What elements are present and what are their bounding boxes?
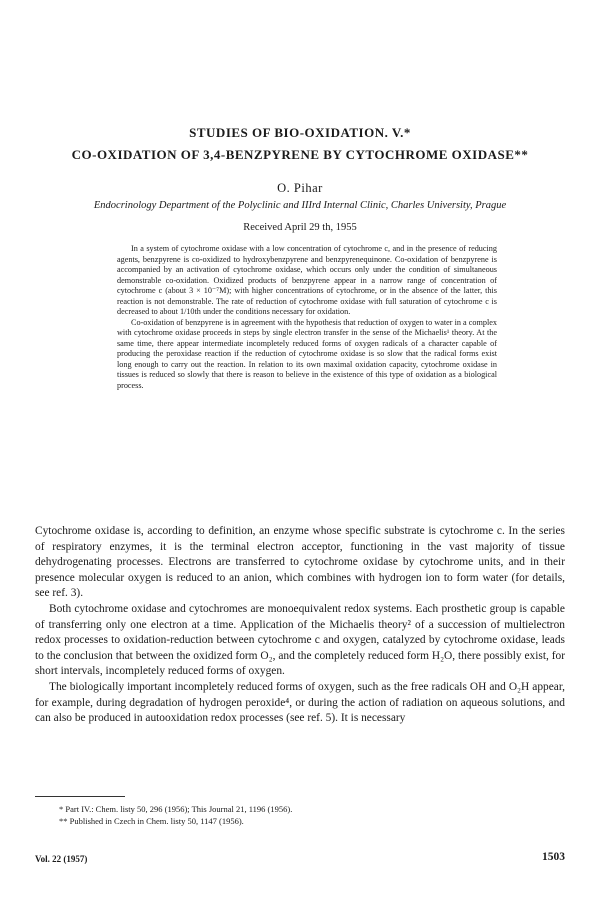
page-number: 1503: [542, 851, 565, 863]
abstract-paragraph-2: Co-oxidation of benzpyrene is in agreement with the hypothesis that reduction of oxygen to water in a complex with cytochrome oxidase proceeds in steps by single electron transfer in the sense of the Michaelis¹ theory. At the same time, there appear intermediate incompletely reduced forms of oxygen radicals of a character capable of producing the peroxidase reaction if the reduction of cytochrome oxidase is so slow that the radical forms exist long enough to carry out the reaction. In relation to its own maximal oxidation capacity, cytochrome oxidase in tissues is reduced so slowly that there is reason to believe in the existence of this type of oxidation as a biological process.: [117, 317, 497, 390]
author-name: O. Pihar: [277, 181, 323, 195]
paper-title-line2: CO-OXIDATION OF 3,4-BENZPYRENE BY CYTOCHROME OXIDASE**: [71, 147, 529, 162]
body-paragraph-3: The biologically important incompletely reduced forms of oxygen, such as the free radicals OH and O₂H appear, for example, during degradation of hydrogen peroxide⁴, or during the action of radiation on aqueous solutions, and can also be produced in autooxidation redox processes (see ref. 5). It is necessary: [35, 680, 565, 725]
abstract: [117, 244, 497, 391]
footnotes: [35, 803, 555, 827]
footnote-divider: [35, 796, 125, 797]
footnote-1: * Part IV.: Chem. listy 50, 296 (1956); This Journal 21, 1196 (1956).: [59, 804, 293, 814]
footnote-2: ** Published in Czech in Chem. listy 50, 1147 (1956).: [59, 816, 244, 826]
paper-title-line1: STUDIES OF BIO-OXIDATION. V.*: [189, 125, 411, 140]
body-paragraph-1: Cytochrome oxidase is, according to definition, an enzyme whose specific substrate is cytochrome c. In the series of respiratory enzymes, it is the terminal electron acceptor, functioning in the vast majority of tissue dehydrogenating processes. Electrons are transferred to cytochrome oxidase by cytochrome units, and in their presence molecular oxygen is reduced to an anion, which combines with hydrogen ion to form water (for details, see ref. 3).: [35, 525, 565, 600]
body-paragraph-2: Both cytochrome oxidase and cytochromes are monoequivalent redox systems. Each prosthetic group is capable of transferring only one electron at a time. Application of the Michaelis theory² of a succession of multielectron redox processes to oxidation-reduction between cytochrome c and oxygen, catalyzed by cytochrome oxidase, leads to the conclusion that between the oxidized form O₂, and the completely reduced form H₂O, there possibly exist, for short intervals, incompletely reduced forms of oxygen.: [35, 602, 565, 678]
body-text: [35, 524, 565, 727]
journal-volume: Vol. 22 (1957): [35, 854, 88, 864]
author-affiliation: Endocrinology Department of the Polyclinic and IIIrd Internal Clinic, Charles University, Prague: [93, 200, 507, 211]
abstract-paragraph-1: In a system of cytochrome oxidase with a low concentration of cytochrome c, and in the presence of reducing agents, benzpyrene is co-oxidized to hydroxybenzpyrene and benzpyrenequinone. Co-oxidation of benzpyrene is accompanied by an activation of cytochrome oxidase, which occurs only under the condition of simultaneous demonstrable co-oxidation. Oxidized products of benzpyrene appear in a narrow range of concentration of cytochrome c (about 3 × 10⁻⁷M); with higher concentrations of cytochrome, or in the absence of the latter, this reaction is not demonstrable. The rate of reduction of cytochrome oxidase with full saturation of cytochrome c is decreased to about 1/10th under the conditions necessary for oxidation.: [117, 244, 497, 316]
received-date: Received April 29 th, 1955: [243, 222, 357, 233]
